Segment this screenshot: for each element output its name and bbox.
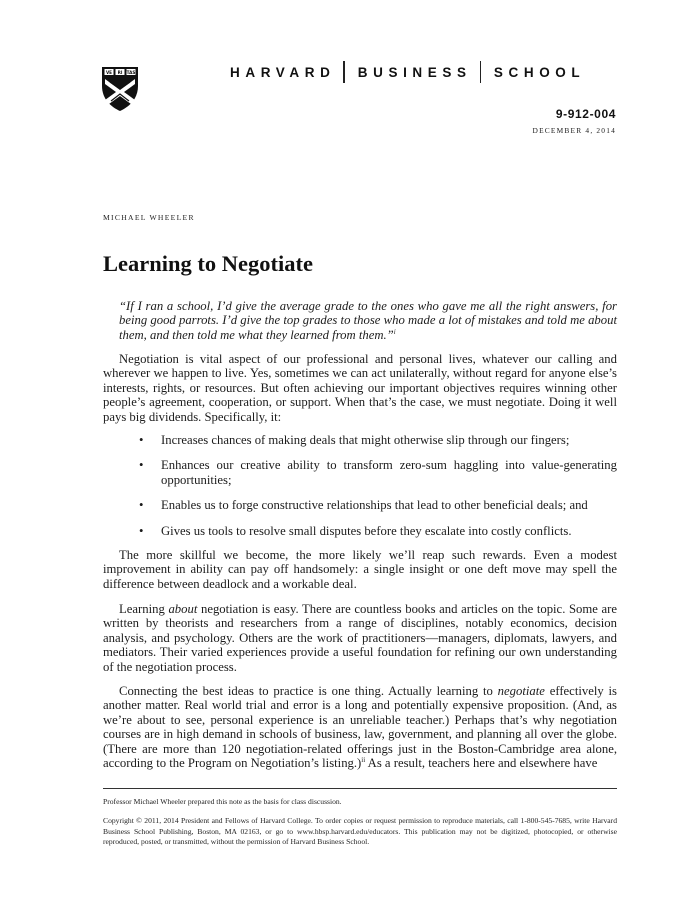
paragraph-skill: The more skillful we become, the more likely we’ll reap such rewards. Even a modest improvement in ability can pay off handsomely: a single insight or one deft move may spell the difference between deadlock and a workable deal. bbox=[103, 548, 617, 591]
list-item bbox=[103, 458, 617, 487]
motto-letters-ve: VE bbox=[105, 70, 113, 76]
footnote-prepared: Professor Michael Wheeler prepared this note as the basis for class discussion. bbox=[103, 797, 342, 806]
paragraph-text: Learning bbox=[119, 602, 169, 616]
footnote-divider bbox=[103, 788, 617, 789]
masthead-harvard: HARVARD bbox=[230, 64, 336, 80]
paragraph-practice bbox=[103, 684, 617, 770]
paragraph-text: Connecting the best ideas to practice is one thing. Actually learning to bbox=[119, 684, 498, 698]
harvard-shield-logo bbox=[101, 66, 139, 112]
endnote-marker: ii bbox=[361, 755, 366, 764]
benefits-list bbox=[103, 433, 617, 549]
document-number: 9-912-004 bbox=[555, 107, 616, 121]
paragraph-text: As a result, teachers here and elsewhere have bbox=[365, 756, 598, 771]
paragraph-text: negotiation is easy. There are countless books and articles on the topic. Some are written by theorists and researchers from a range of disciplines, notably economics, decision analysis, and psychology. Others are the work of practitioners—managers, diplomats, lawyers, and mediators. Their varied experiences provide a useful foundation for refining our own understanding of the negotiation process. bbox=[103, 602, 618, 674]
masthead-divider bbox=[480, 61, 481, 83]
list-item-text: Gives us tools to resolve small disputes before they escalate into costly conflicts. bbox=[161, 523, 572, 538]
epigraph bbox=[103, 299, 617, 342]
paragraph-intro: Negotiation is vital aspect of our professional and personal lives, whatever our calling and wherever we happen to live. Yes, sometimes we can act unilaterally, without regard for anyone else’s interests, rights, or resources. But often achieving our important objectives requires winning other people’s agreement, cooperation, or support. When that’s the case, we must negotiate. Doing it well pays big dividends. Specifically, it: bbox=[103, 352, 617, 424]
masthead-school: SCHOOL bbox=[493, 64, 586, 80]
paragraph-text: effectively is another matter. Real world trial and error is a long and potentially expensive proposition. (And, as we’re about to see, personal experience is an unreliable teacher.) Perhaps that’s why negotiation courses are in high demand in schools of business, law, government, and planning all over the globe. (There are more than 120 negotiation-related offerings just in the Boston-Cambridge area alone, according to the Program on Negotiation’s listing.) bbox=[103, 684, 617, 771]
masthead bbox=[230, 64, 616, 80]
list-item bbox=[103, 498, 617, 512]
page-title: Learning to Negotiate bbox=[103, 251, 313, 276]
footnote-copyright: Copyright © 2011, 2014 President and Fellows of Harvard College. To order copies or request permission to reproduce materials, call 1-800-545-7685, write Harvard Business School Publishing, Boston, MA 02163, or go to www.hbsp.harvard.edu/educators. This publication may not be digitized, photocopied, or otherwise reproduced, posted, or transmitted, without the permission of Harvard Business School. bbox=[103, 816, 617, 847]
list-item-text: Enhances our creative ability to transform zero-sum haggling into value-generating opportunities; bbox=[161, 458, 617, 487]
list-item-text: Increases chances of making deals that might otherwise slip through our fingers; bbox=[161, 433, 570, 447]
motto-letters-tas: TAS bbox=[126, 70, 136, 76]
masthead-divider bbox=[343, 61, 344, 83]
document-date: DECEMBER 4, 2014 bbox=[532, 126, 616, 135]
author-name: MICHAEL WHEELER bbox=[103, 213, 195, 222]
bullet-icon: • bbox=[139, 498, 144, 513]
bullet-icon: • bbox=[139, 433, 144, 447]
paragraph-emphasis: about bbox=[168, 602, 198, 616]
epigraph-text: “If I ran a school, I’d give the average grade to the ones who gave me all the right answers, for being good parrots. I’d give the top grades to those who made a lot of mistakes and told me about them, and then told me what they learned from them.” bbox=[119, 299, 617, 342]
paragraph-emphasis: negotiate bbox=[497, 684, 545, 698]
bullet-icon: • bbox=[139, 458, 144, 473]
masthead-business: BUSINESS bbox=[357, 64, 472, 80]
paragraph-learning-about bbox=[103, 602, 617, 674]
bullet-icon: • bbox=[139, 523, 144, 538]
list-item-text: Enables us to forge constructive relationships that lead to other beneficial deals; and bbox=[161, 498, 588, 513]
list-item bbox=[103, 433, 617, 447]
list-item bbox=[103, 524, 617, 538]
motto-letters-ri: RI bbox=[117, 70, 123, 76]
endnote-marker: i bbox=[393, 327, 396, 336]
